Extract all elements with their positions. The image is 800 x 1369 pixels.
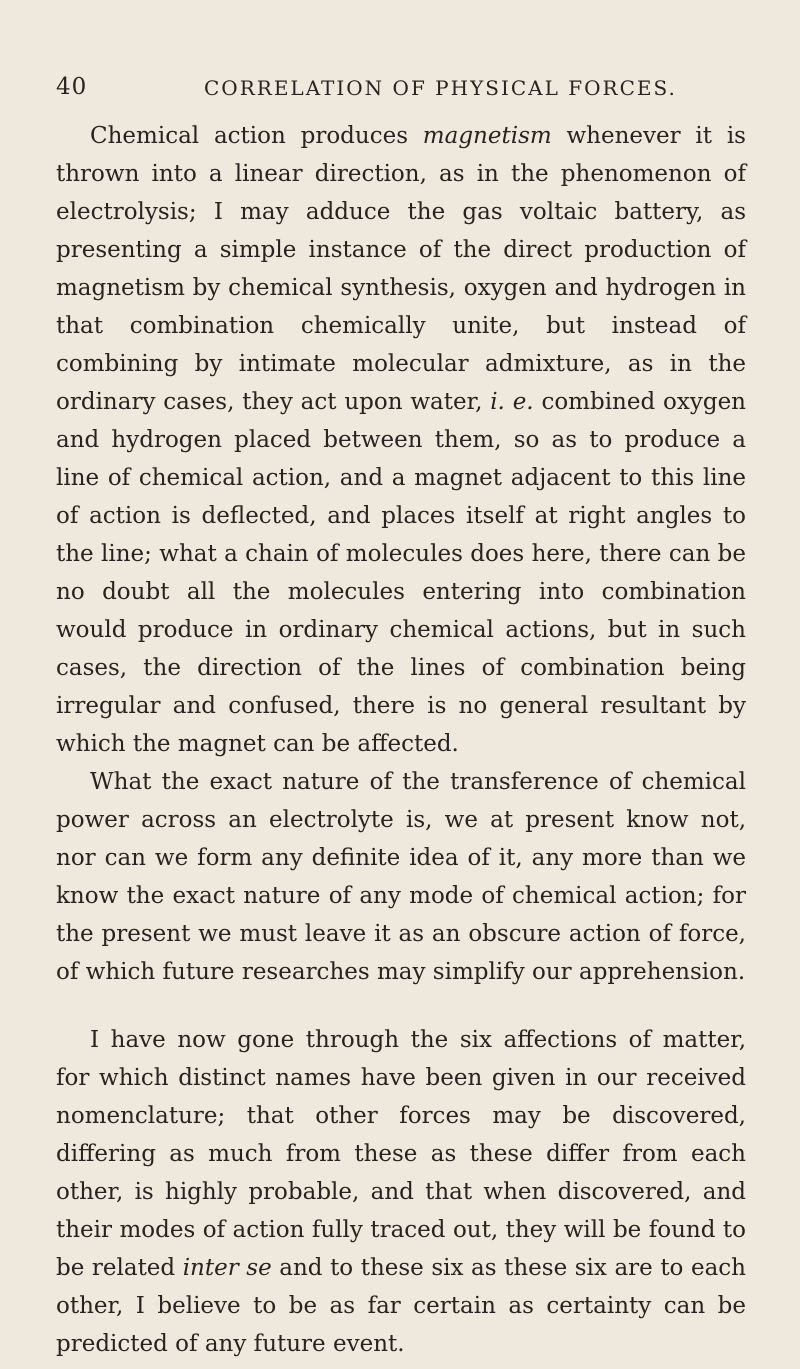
page-header [56,74,746,108]
paragraph-text: I have now gone through the six affections of matter, for which distinct names have been given in our received nomenclature; that other forces may be discovered, differing as much from these as these differ from each other, is highly probable, and that when discovered, and their modes of action fully traced out, they will be found to be related [56,1027,746,1281]
body-text [56,117,746,1363]
paragraph-chemical-magnetism [56,117,746,763]
italic-term: i. e. [490,389,534,415]
paragraph-six-affections [56,1021,746,1363]
paragraph-text: Chemical action produces [90,123,423,149]
paragraph-text: whenever it is thrown into a linear direction, as in the phenomenon of electrolysis; I may adduce the gas voltaic battery, as presenting a simple instance of the direct production of magnetism by chemical synthesis, oxygen and hydrogen in that combination chemically unite, but instead of combining by intimate molecular admixture, as in the ordinary cases, they act upon water, [56,123,746,415]
italic-term: inter se [182,1255,272,1281]
paragraph-text: and to these six as these six are to each other, I believe to be as far certain as certainty can be predicted of any future event. [56,1255,746,1357]
page-number: 40 [56,74,88,100]
italic-term: magnetism [422,123,552,149]
paragraph-text: combined oxygen and hydrogen placed between them, so as to produce a line of chemical action, and a magnet adjacent to this line of action is deflected, and places itself at right angles to the line; what a chain of molecules does here, there can be no doubt all the molecules entering into combination would produce in ordinary chemical actions, but in such cases, the direction of the lines of combination being irregular and confused, there is no general resultant by which the magnet can be affected. [56,389,746,757]
running-title: CORRELATION OF PHYSICAL FORCES. [204,76,677,100]
paragraph-electrolyte: What the exact nature of the transference of chemical power across an electrolyte is, we at present know not, nor can we form any definite idea of it, any more than we know the exact nature of any mode of chemical action; for the present we must leave it as an obscure action of force, of which future researches may simplify our apprehension. [56,769,746,985]
